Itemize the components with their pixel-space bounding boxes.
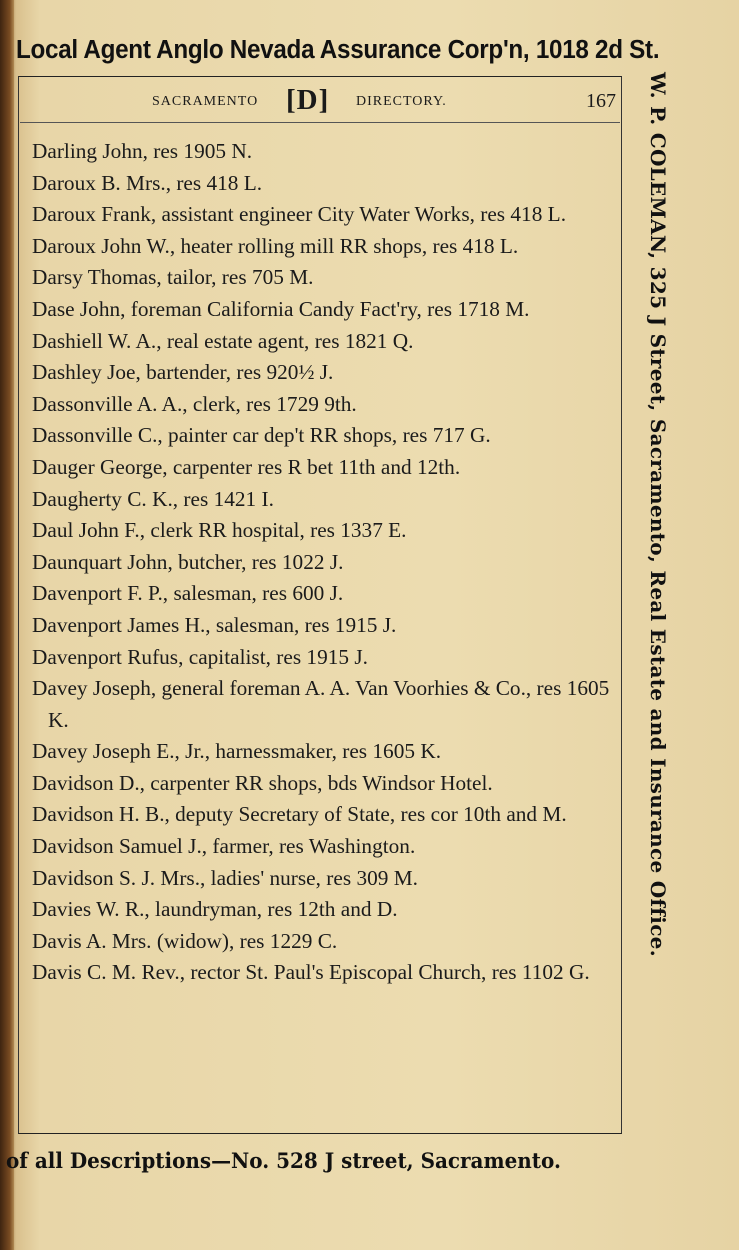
directory-entry: Davey Joseph, general foreman A. A. Van Voorhies & Co., res 1605 K. bbox=[32, 676, 610, 732]
directory-entry: Dassonville C., painter car dep't RR shops, res 717 G. bbox=[32, 423, 491, 448]
running-head bbox=[20, 84, 620, 120]
directory-entry: Daroux B. Mrs., res 418 L. bbox=[32, 170, 263, 195]
directory-entry: Davey Joseph E., Jr., harnessmaker, res 1605 K. bbox=[32, 739, 442, 764]
directory-entry: Davidson S. J. Mrs., ladies' nurse, res 309 M. bbox=[32, 865, 418, 890]
top-advertisement: Local Agent Anglo Nevada Assurance Corp'n, 1018 2d St. bbox=[16, 36, 660, 64]
directory-entry: Daroux Frank, assistant engineer City Water Works, res 418 L. bbox=[32, 202, 567, 227]
header-divider bbox=[20, 122, 620, 123]
directory-entry: Davis C. M. Rev., rector St. Paul's Episcopal Church, res 1102 G. bbox=[32, 960, 590, 985]
book-spine bbox=[0, 0, 14, 1250]
directory-entry: Darsy Thomas, tailor, res 705 M. bbox=[32, 265, 314, 290]
directory-entry: Daunquart John, butcher, res 1022 J. bbox=[32, 549, 344, 574]
directory-entry: Daugherty C. K., res 1421 I. bbox=[32, 486, 274, 511]
directory-entry: Dassonville A. A., clerk, res 1729 9th. bbox=[32, 391, 357, 416]
directory-entry: Dashiell W. A., real estate agent, res 1821 Q. bbox=[32, 328, 414, 353]
running-head-city: SACRAMENTO bbox=[152, 94, 259, 109]
directory-entry: Davidson Samuel J., farmer, res Washington. bbox=[32, 834, 416, 859]
side-advertisement bbox=[648, 72, 670, 1142]
side-advertisement-text: W. P. COLEMAN, 325 J Street, Sacramento, Real Estate and Insurance Office. bbox=[646, 72, 670, 957]
directory-entry: Davenport James H., salesman, res 1915 J. bbox=[32, 612, 397, 637]
directory-entry: Daroux John W., heater rolling mill RR shops, res 418 L. bbox=[32, 233, 519, 258]
directory-entry: Daul John F., clerk RR hospital, res 1337 E. bbox=[32, 518, 407, 543]
directory-entry: Dashley Joe, bartender, res 920½ J. bbox=[32, 360, 334, 385]
bottom-advertisement: of all Descriptions—No. 528 J street, Sacramento. bbox=[6, 1148, 561, 1173]
page-number: 167 bbox=[586, 90, 616, 112]
directory-entries bbox=[32, 136, 612, 989]
directory-entry: Davidson H. B., deputy Secretary of State, res cor 10th and M. bbox=[32, 802, 567, 827]
directory-entry: Davies W. R., laundryman, res 12th and D. bbox=[32, 897, 398, 922]
directory-entry: Davenport F. P., salesman, res 600 J. bbox=[32, 581, 344, 606]
directory-entry: Davidson D., carpenter RR shops, bds Windsor Hotel. bbox=[32, 770, 493, 795]
directory-entry: Dase John, foreman California Candy Fact'ry, res 1718 M. bbox=[32, 296, 530, 321]
running-head-title: DIRECTORY. bbox=[356, 94, 447, 109]
directory-entry: Davenport Rufus, capitalist, res 1915 J. bbox=[32, 644, 368, 669]
directory-entry: Darling John, res 1905 N. bbox=[32, 139, 253, 163]
directory-entry: Dauger George, carpenter res R bet 11th and 12th. bbox=[32, 454, 461, 479]
directory-entry: Davis A. Mrs. (widow), res 1229 C. bbox=[32, 928, 338, 953]
running-head-letter: [D] bbox=[286, 84, 330, 116]
